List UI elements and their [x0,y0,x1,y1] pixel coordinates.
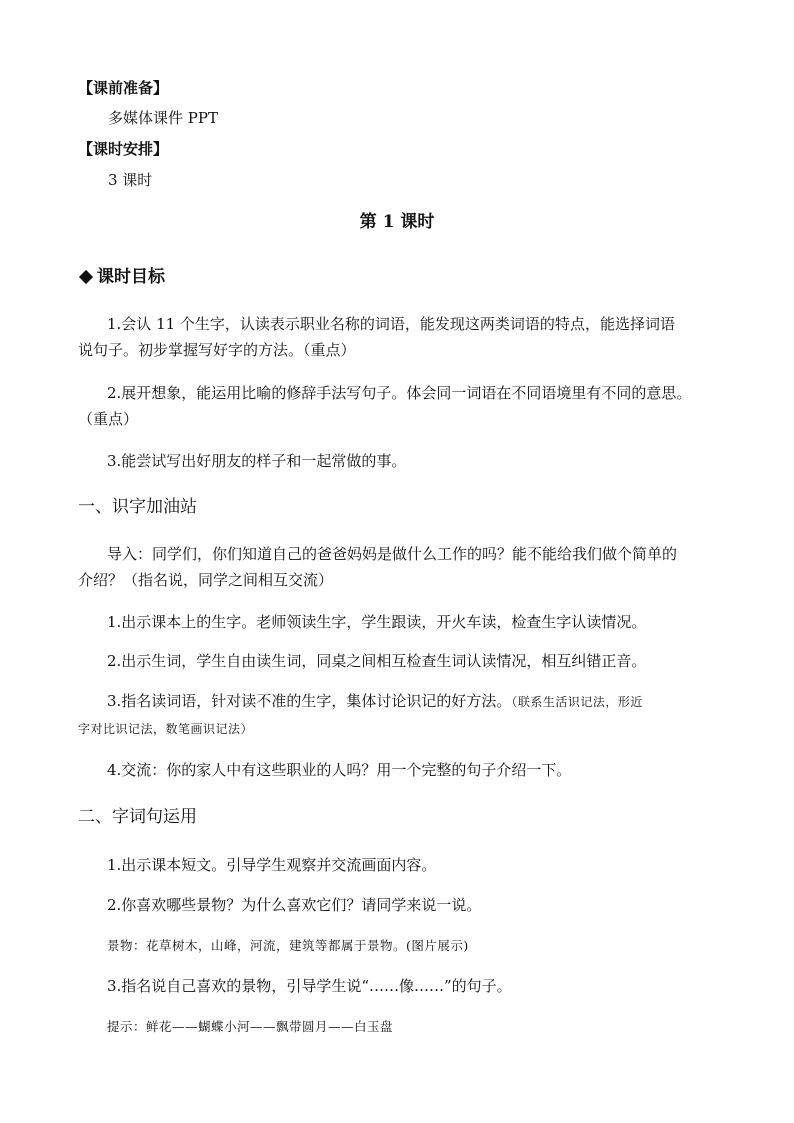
objective-3: 3.能尝试写出好朋友的样子和一起常做的事。 [107,452,407,470]
section1-step1: 1.出示课本上的生字。老师领读生字，学生跟读，开火车读，检查生字认读情况。 [107,613,647,631]
objective-2-line2: （重点） [78,410,139,428]
section1-heading: 一、识字加油站 [78,497,197,517]
section2-step3: 3.指名说自己喜欢的景物，引导学生说“……像……”的句子。 [107,977,512,995]
objective-1-line1: 1.会认 11 个生字，认读表示职业名称的词语，能发现这两类词语的特点，能选择词语 [107,315,675,333]
section1-step4: 4.交流：你的家人中有这些职业的人吗？用一个完整的句子介绍一下。 [107,761,572,779]
section1-intro-line1: 导入：同学们，你们知道自己的爸爸妈妈是做什么工作的吗？能不能给我们做个简单的 [107,545,678,563]
prep-heading: 【课前准备】 [78,79,169,97]
objective-1-line2: 说句子。初步掌握写好字的方法。（重点） [78,341,356,359]
schedule-heading: 【课时安排】 [78,140,169,158]
section2-step2: 2.你喜欢哪些景物？为什么喜欢它们？请同学来说一说。 [107,896,482,914]
diamond-bullet-icon [79,270,93,284]
section1-intro-line2: 介绍？（指名说，同学之间相互交流） [78,571,334,589]
section1-step3-main: 3.指名读词语，针对读不准的生字，集体讨论识记的好方法。 [107,692,512,710]
section2-note2: 提示：鲜花——蝴蝶小河——飘带圆月——白玉盘 [107,1019,394,1034]
lesson-title: 第 1 课时 [359,212,435,232]
section2-heading: 二、字词句运用 [78,807,197,827]
section2-note1: 景物：花草树木，山峰，河流，建筑等都属于景物。(图片展示) [107,938,469,953]
section1-step2: 2.出示生词，学生自由读生词，同桌之间相互检查生词认读情况，相互纠错正音。 [107,652,647,670]
objective-2-line1: 2.展开想象，能运用比喻的修辞手法写句子。体会同一词语在不同语境里有不同的意思。 [107,384,692,402]
section1-step3-note: （联系生活识记法，形近 [511,695,643,709]
objectives-heading: 课时目标 [78,268,165,286]
schedule-content: 3 课时 [108,171,153,189]
section2-step1: 1.出示课本短文。引导学生观察并交流画面内容。 [107,856,437,874]
section1-step3-line2: 字对比识记法，数笔画识记法） [78,722,254,736]
section1-step3-line1 [107,692,643,711]
prep-content: 多媒体课件 PPT [108,109,218,127]
